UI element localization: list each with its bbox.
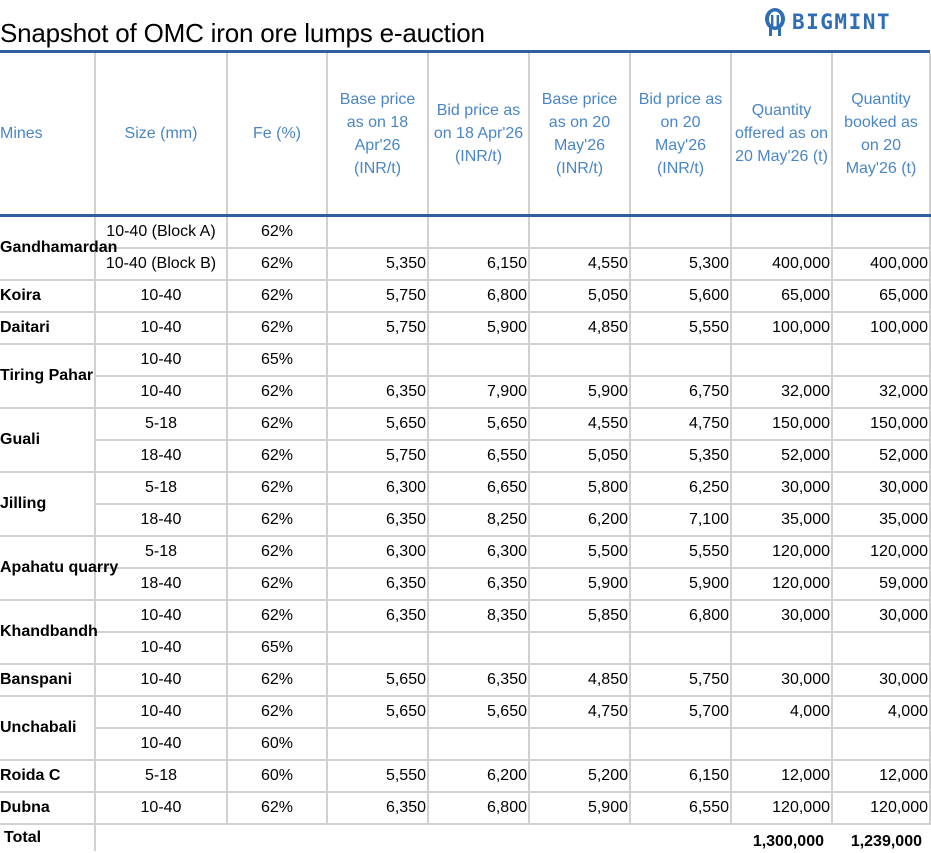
base-price-may-cell [529, 216, 630, 249]
size-cell: 18-40 [95, 504, 227, 536]
bigmint-logo-icon [762, 7, 788, 37]
base-price-apr-cell: 6,300 [327, 472, 428, 504]
header-qty-booked: Quantity booked as on 20 May'26 (t) [832, 53, 930, 216]
qty-booked-cell: 400,000 [832, 248, 930, 280]
base-price-apr-cell: 6,300 [327, 536, 428, 568]
bid-price-may-cell: 5,550 [630, 312, 731, 344]
base-price-may-cell: 5,050 [529, 440, 630, 472]
base-price-may-cell: 4,850 [529, 664, 630, 696]
qty-booked-cell: 100,000 [832, 312, 930, 344]
brand-name: BIGMINT [792, 10, 892, 34]
bid-price-apr-cell: 6,800 [428, 280, 529, 312]
mine-name-cell: Khandbandh [0, 600, 95, 664]
size-cell: 10-40 [95, 696, 227, 728]
bid-price-may-cell: 5,700 [630, 696, 731, 728]
base-price-apr-cell [327, 728, 428, 760]
size-cell: 10-40 (Block B) [95, 248, 227, 280]
size-cell: 18-40 [95, 440, 227, 472]
qty-booked-cell: 32,000 [832, 376, 930, 408]
size-cell: 10-40 [95, 344, 227, 376]
bid-price-may-cell: 5,550 [630, 536, 731, 568]
bid-price-apr-cell: 8,350 [428, 600, 529, 632]
bid-price-apr-cell: 7,900 [428, 376, 529, 408]
base-price-may-cell: 4,550 [529, 408, 630, 440]
bid-price-may-cell [630, 728, 731, 760]
size-cell: 18-40 [95, 568, 227, 600]
qty-booked-cell: 150,000 [832, 408, 930, 440]
qty-booked-cell: 4,000 [832, 696, 930, 728]
base-price-may-cell: 5,050 [529, 280, 630, 312]
base-price-may-cell: 5,850 [529, 600, 630, 632]
base-price-may-cell [529, 344, 630, 376]
bid-price-apr-cell: 6,200 [428, 760, 529, 792]
size-cell: 10-40 [95, 664, 227, 696]
qty-offered-cell: 100,000 [731, 312, 832, 344]
qty-booked-cell [832, 728, 930, 760]
base-price-apr-cell: 6,350 [327, 568, 428, 600]
bid-price-may-cell: 5,900 [630, 568, 731, 600]
brand-logo [762, 4, 891, 40]
qty-offered-cell: 65,000 [731, 280, 832, 312]
base-price-may-cell: 5,900 [529, 792, 630, 824]
qty-offered-cell: 400,000 [731, 248, 832, 280]
mine-name-cell: Roida C [0, 760, 95, 792]
header-bid-price-may: Bid price as on 20 May'26 (INR/t) [630, 53, 731, 216]
size-cell: 5-18 [95, 472, 227, 504]
qty-booked-cell: 35,000 [832, 504, 930, 536]
size-cell: 10-40 [95, 632, 227, 664]
fe-cell: 62% [227, 408, 327, 440]
qty-offered-cell: 120,000 [731, 792, 832, 824]
qty-offered-cell: 32,000 [731, 376, 832, 408]
size-cell: 10-40 [95, 280, 227, 312]
base-price-apr-cell: 5,650 [327, 696, 428, 728]
bid-price-may-cell: 6,800 [630, 600, 731, 632]
total-row [0, 824, 930, 851]
bid-price-apr-cell: 6,350 [428, 664, 529, 696]
table-row [0, 376, 930, 408]
qty-booked-cell: 59,000 [832, 568, 930, 600]
table-row [0, 280, 930, 312]
header-fe: Fe (%) [227, 53, 327, 216]
size-cell: 5-18 [95, 408, 227, 440]
mine-name-cell: Tiring Pahar [0, 344, 95, 408]
base-price-apr-cell: 5,750 [327, 440, 428, 472]
bid-price-apr-cell [428, 216, 529, 249]
bid-price-apr-cell: 6,650 [428, 472, 529, 504]
qty-booked-cell: 65,000 [832, 280, 930, 312]
base-price-may-cell: 5,900 [529, 376, 630, 408]
fe-cell: 60% [227, 728, 327, 760]
mine-name-cell: Unchabali [0, 696, 95, 760]
fe-cell: 62% [227, 504, 327, 536]
bid-price-may-cell: 6,150 [630, 760, 731, 792]
qty-booked-cell: 120,000 [832, 536, 930, 568]
bid-price-may-cell [630, 632, 731, 664]
base-price-may-cell: 4,850 [529, 312, 630, 344]
table-row [0, 216, 930, 249]
base-price-apr-cell: 5,650 [327, 408, 428, 440]
fe-cell: 65% [227, 632, 327, 664]
size-cell: 10-40 [95, 792, 227, 824]
header-bid-price-apr: Bid price as on 18 Apr'26 (INR/t) [428, 53, 529, 216]
header-mines: Mines [0, 53, 95, 216]
base-price-may-cell: 6,200 [529, 504, 630, 536]
mine-name-cell: Gandhamardan [0, 216, 95, 281]
base-price-may-cell: 5,200 [529, 760, 630, 792]
bid-price-may-cell: 5,750 [630, 664, 731, 696]
table-row [0, 760, 930, 792]
fe-cell: 60% [227, 760, 327, 792]
bid-price-may-cell: 5,300 [630, 248, 731, 280]
base-price-apr-cell [327, 344, 428, 376]
qty-offered-cell: 30,000 [731, 664, 832, 696]
table-body [0, 216, 930, 852]
table-row [0, 792, 930, 824]
qty-offered-cell: 30,000 [731, 600, 832, 632]
fe-cell: 62% [227, 248, 327, 280]
qty-booked-cell [832, 632, 930, 664]
base-price-apr-cell: 5,750 [327, 280, 428, 312]
qty-booked-cell [832, 344, 930, 376]
qty-offered-cell: 52,000 [731, 440, 832, 472]
table-row [0, 312, 930, 344]
size-cell: 10-40 [95, 376, 227, 408]
bid-price-may-cell: 6,550 [630, 792, 731, 824]
fe-cell: 62% [227, 536, 327, 568]
mine-name-cell: Jilling [0, 472, 95, 536]
table-row [0, 696, 930, 728]
qty-offered-cell: 12,000 [731, 760, 832, 792]
total-spacer [95, 824, 731, 851]
size-cell: 5-18 [95, 536, 227, 568]
table-row [0, 248, 930, 280]
bid-price-apr-cell: 6,550 [428, 440, 529, 472]
bid-price-may-cell: 5,600 [630, 280, 731, 312]
base-price-apr-cell: 5,550 [327, 760, 428, 792]
fe-cell: 62% [227, 280, 327, 312]
mine-name-cell: Daitari [0, 312, 95, 344]
qty-booked-cell: 30,000 [832, 664, 930, 696]
fe-cell: 62% [227, 792, 327, 824]
table-row [0, 408, 930, 440]
mine-name-cell: Guali [0, 408, 95, 472]
header-base-price-may: Base price as on 20 May'26 (INR/t) [529, 53, 630, 216]
base-price-apr-cell: 6,350 [327, 376, 428, 408]
base-price-may-cell: 4,750 [529, 696, 630, 728]
mine-name-cell: Banspani [0, 664, 95, 696]
table-row [0, 536, 930, 568]
qty-offered-cell [731, 344, 832, 376]
base-price-may-cell [529, 728, 630, 760]
size-cell: 5-18 [95, 760, 227, 792]
table-row [0, 344, 930, 376]
base-price-apr-cell: 5,650 [327, 664, 428, 696]
bid-price-apr-cell [428, 728, 529, 760]
qty-offered-cell [731, 728, 832, 760]
fe-cell: 62% [227, 472, 327, 504]
base-price-apr-cell [327, 216, 428, 249]
bid-price-may-cell: 6,750 [630, 376, 731, 408]
base-price-apr-cell [327, 632, 428, 664]
qty-booked-cell: 120,000 [832, 792, 930, 824]
total-label: Total [0, 824, 95, 851]
qty-offered-cell: 120,000 [731, 536, 832, 568]
qty-booked-cell [832, 216, 930, 249]
base-price-may-cell: 4,550 [529, 248, 630, 280]
table-row [0, 440, 930, 472]
qty-booked-cell: 52,000 [832, 440, 930, 472]
qty-offered-cell [731, 216, 832, 249]
bid-price-apr-cell: 6,300 [428, 536, 529, 568]
fe-cell: 62% [227, 440, 327, 472]
base-price-apr-cell: 5,750 [327, 312, 428, 344]
qty-booked-cell: 30,000 [832, 472, 930, 504]
qty-booked-cell: 30,000 [832, 600, 930, 632]
bid-price-may-cell [630, 344, 731, 376]
base-price-apr-cell: 6,350 [327, 600, 428, 632]
qty-offered-cell: 35,000 [731, 504, 832, 536]
bid-price-may-cell: 5,350 [630, 440, 731, 472]
size-cell: 10-40 [95, 600, 227, 632]
auction-table [0, 53, 931, 851]
base-price-apr-cell: 6,350 [327, 792, 428, 824]
total-qty-offered: 1,300,000 [752, 833, 824, 850]
bid-price-apr-cell: 5,650 [428, 408, 529, 440]
bid-price-apr-cell: 6,150 [428, 248, 529, 280]
base-price-apr-cell: 5,350 [327, 248, 428, 280]
qty-offered-cell: 30,000 [731, 472, 832, 504]
size-cell: 10-40 [95, 728, 227, 760]
qty-booked-cell: 12,000 [832, 760, 930, 792]
mine-name-cell: Apahatu quarry [0, 536, 95, 600]
table-row [0, 600, 930, 632]
header-qty-offered: Quantity offered as on 20 May'26 (t) [731, 53, 832, 216]
table-row [0, 504, 930, 536]
table-row [0, 472, 930, 504]
bid-price-apr-cell: 5,900 [428, 312, 529, 344]
base-price-apr-cell: 6,350 [327, 504, 428, 536]
base-price-may-cell: 5,500 [529, 536, 630, 568]
qty-offered-cell: 4,000 [731, 696, 832, 728]
bid-price-may-cell [630, 216, 731, 249]
total-qty-booked: 1,239,000 [850, 833, 922, 850]
fe-cell: 62% [227, 568, 327, 600]
base-price-may-cell: 5,900 [529, 568, 630, 600]
qty-offered-cell: 150,000 [731, 408, 832, 440]
bid-price-may-cell: 7,100 [630, 504, 731, 536]
bid-price-apr-cell [428, 632, 529, 664]
fe-cell: 65% [227, 344, 327, 376]
qty-offered-cell: 120,000 [731, 568, 832, 600]
size-cell: 10-40 (Block A) [95, 216, 227, 249]
bid-price-apr-cell: 8,250 [428, 504, 529, 536]
fe-cell: 62% [227, 216, 327, 249]
bid-price-apr-cell: 6,800 [428, 792, 529, 824]
bid-price-may-cell: 4,750 [630, 408, 731, 440]
mine-name-cell: Dubna [0, 792, 95, 824]
fe-cell: 62% [227, 312, 327, 344]
base-price-may-cell [529, 632, 630, 664]
fe-cell: 62% [227, 664, 327, 696]
bid-price-apr-cell: 6,350 [428, 568, 529, 600]
bid-price-apr-cell: 5,650 [428, 696, 529, 728]
table-row [0, 664, 930, 696]
table-row [0, 632, 930, 664]
table-row [0, 728, 930, 760]
mine-name-cell: Koira [0, 280, 95, 312]
bid-price-apr-cell [428, 344, 529, 376]
fe-cell: 62% [227, 696, 327, 728]
qty-offered-cell [731, 632, 832, 664]
table-row [0, 568, 930, 600]
header-row [0, 53, 930, 216]
page-title: Snapshot of OMC iron ore lumps e-auction [0, 18, 485, 48]
fe-cell: 62% [227, 376, 327, 408]
bid-price-may-cell: 6,250 [630, 472, 731, 504]
size-cell: 10-40 [95, 312, 227, 344]
header-size: Size (mm) [95, 53, 227, 216]
fe-cell: 62% [227, 600, 327, 632]
base-price-may-cell: 5,800 [529, 472, 630, 504]
header-base-price-apr: Base price as on 18 Apr'26 (INR/t) [327, 53, 428, 216]
